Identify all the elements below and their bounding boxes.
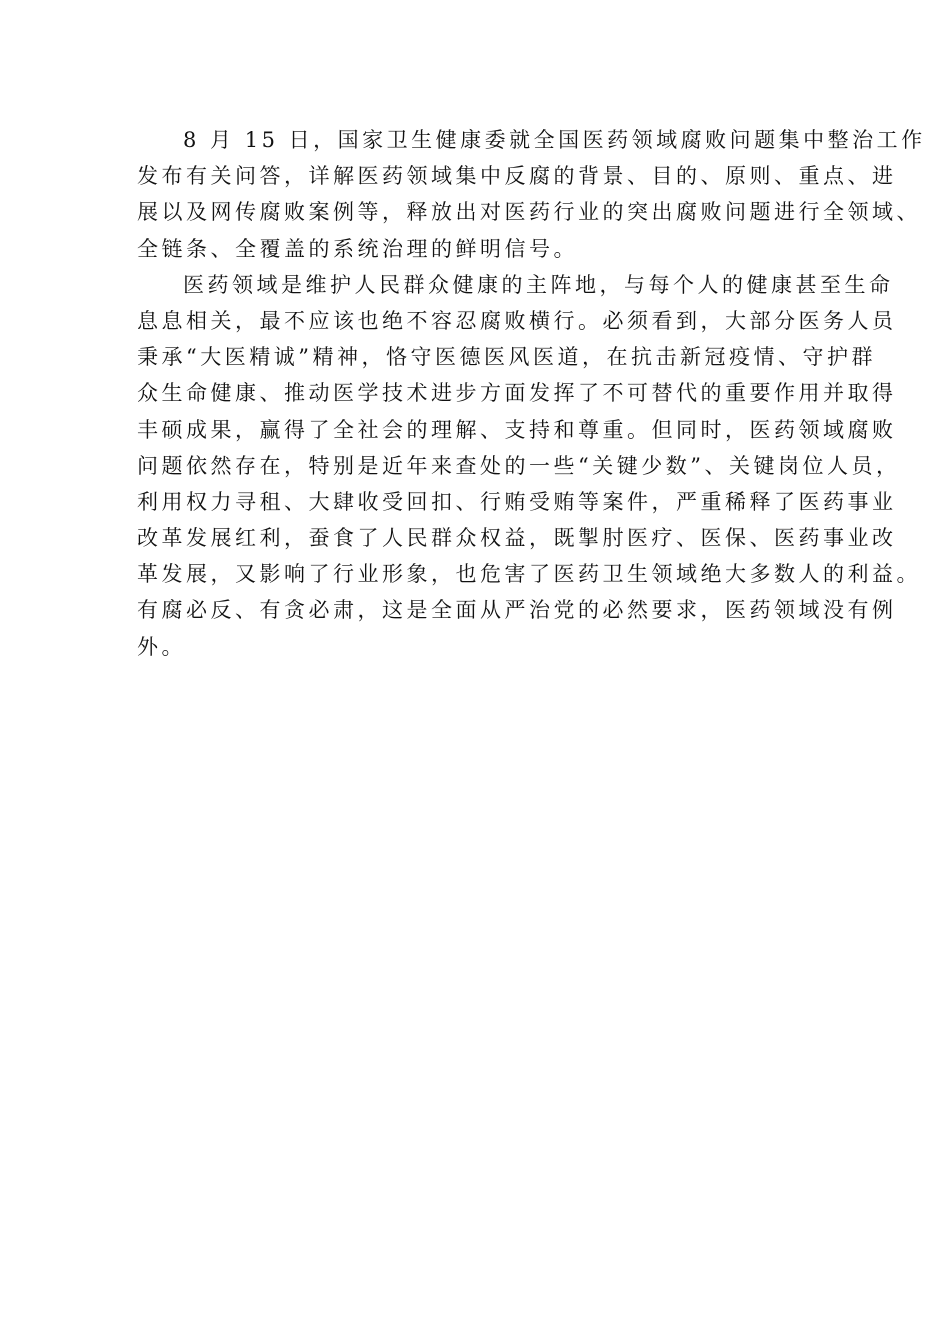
text-line: 有腐必反、有贪必肃，这是全面从严治党的必然要求，医药领域没有例	[137, 598, 897, 623]
paragraph-1	[137, 127, 926, 272]
text-line: 全链条、全覆盖的系统治理的鲜明信号。	[137, 236, 578, 261]
text-line: 问题依然存在，特别是近年来查处的一些“关键少数”、关键岗位人员，	[137, 453, 901, 478]
text-line: 8 月 15 日，国家卫生健康委就全国医药领域腐败问题集中整治工作	[183, 128, 926, 152]
text-line: 众生命健康、推动医学技术进步方面发挥了不可替代的重要作用并取得	[137, 381, 897, 406]
document-body	[137, 127, 926, 670]
text-line: 利用权力寻租、大肆收受回扣、行贿受贿等案件，严重稀释了医药事业	[137, 489, 897, 514]
text-line: 改革发展红利，蚕食了人民群众权益，既掣肘医疗、医保、医药事业改	[137, 526, 897, 551]
text-line: 革发展，又影响了行业形象，也危害了医药卫生领域绝大多数人的利益。	[137, 562, 921, 587]
text-line: 丰硕成果，赢得了全社会的理解、支持和尊重。但同时，医药领域腐败	[137, 417, 897, 442]
text-line: 医药领域是维护人民群众健康的主阵地，与每个人的健康甚至生命	[183, 272, 894, 297]
text-line: 秉承“大医精诚”精神，恪守医德医风医道，在抗击新冠疫情、守护群	[137, 345, 876, 370]
text-line: 息息相关，最不应该也绝不容忍腐败横行。必须看到，大部分医务人员	[137, 308, 897, 333]
text-line: 展以及网传腐败案例等，释放出对医药行业的突出腐败问题进行全领域、	[137, 200, 921, 225]
text-line: 发布有关问答，详解医药领域集中反腐的背景、目的、原则、重点、进	[137, 164, 897, 189]
paragraph-2	[137, 272, 921, 670]
text-line: 外。	[137, 634, 186, 659]
